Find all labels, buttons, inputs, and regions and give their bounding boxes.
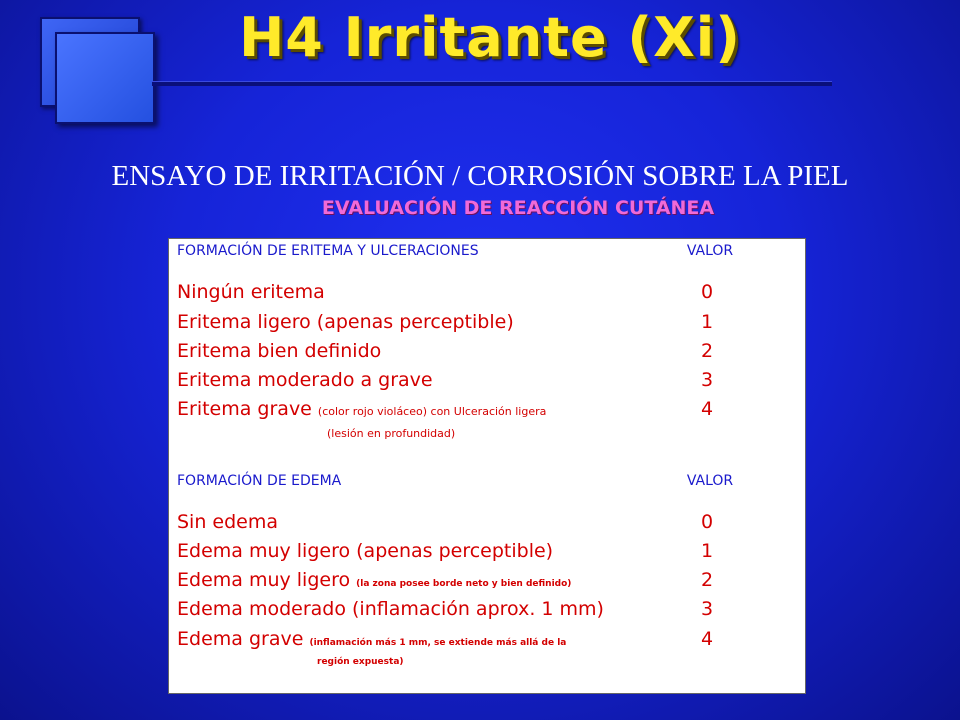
- eritema-row: [177, 369, 797, 391]
- eritema-row: [177, 281, 797, 303]
- title-underline: [152, 81, 832, 86]
- edema-row: [177, 540, 797, 562]
- eritema-value: 0: [700, 281, 714, 303]
- eritema-row: [177, 311, 797, 333]
- edema-label: Edema moderado (inflamación aprox. 1 mm): [177, 598, 604, 620]
- section-heading: EVALUACIÓN DE REACCIÓN CUTÁNEA: [321, 197, 715, 219]
- edema-label: Sin edema: [177, 511, 279, 533]
- eritema-value: 3: [700, 369, 714, 391]
- edema-value: 4: [700, 628, 714, 650]
- eritema-header: FORMACIÓN DE ERITEMA Y ULCERACIONES: [177, 243, 479, 259]
- edema-header: FORMACIÓN DE EDEMA: [177, 473, 342, 489]
- slide-title: H4 Irritante (Xi): [239, 6, 741, 69]
- eritema-value-header: VALOR: [686, 243, 734, 259]
- eritema-continuation: (lesión en profundidad): [327, 427, 456, 440]
- eritema-value: 1: [700, 311, 714, 333]
- edema-row: [177, 569, 797, 591]
- edema-label: Edema muy ligero (apenas perceptible): [177, 540, 554, 562]
- edema-value: 3: [700, 598, 714, 620]
- edema-label: Edema muy ligero: [177, 569, 351, 591]
- eritema-header-row: [177, 243, 797, 259]
- evaluation-table: [168, 238, 806, 694]
- eritema-label: Ningún eritema: [177, 281, 325, 303]
- eritema-label: Eritema ligero (apenas perceptible): [177, 311, 514, 333]
- edema-header-row: [177, 473, 797, 489]
- slide-subtitle: ENSAYO DE IRRITACIÓN / CORROSIÓN SOBRE LA PIEL: [111, 160, 849, 192]
- edema-note: (inflamación más 1 mm, se extiende más allá de la: [309, 638, 567, 648]
- edema-row: [177, 598, 797, 620]
- eritema-note: (color rojo violáceo) con Ulceración ligera: [317, 405, 547, 418]
- edema-note: (la zona posee borde neto y bien definido): [356, 579, 572, 589]
- edema-row: [177, 511, 797, 533]
- eritema-label: Eritema grave: [177, 398, 312, 420]
- edema-value: 2: [700, 569, 714, 591]
- eritema-label: Eritema bien definido: [177, 340, 382, 362]
- eritema-row: [177, 398, 797, 420]
- eritema-value: 2: [700, 340, 714, 362]
- eritema-value: 4: [700, 398, 714, 420]
- eritema-label: Eritema moderado a grave: [177, 369, 433, 391]
- edema-row: [177, 628, 797, 650]
- edema-continuation: región expuesta): [317, 657, 404, 667]
- eritema-row: [177, 340, 797, 362]
- edema-label: Edema grave: [177, 628, 304, 650]
- decorative-square-front: [55, 32, 155, 124]
- edema-value: 0: [700, 511, 714, 533]
- edema-value-header: VALOR: [686, 473, 734, 489]
- edema-value: 1: [700, 540, 714, 562]
